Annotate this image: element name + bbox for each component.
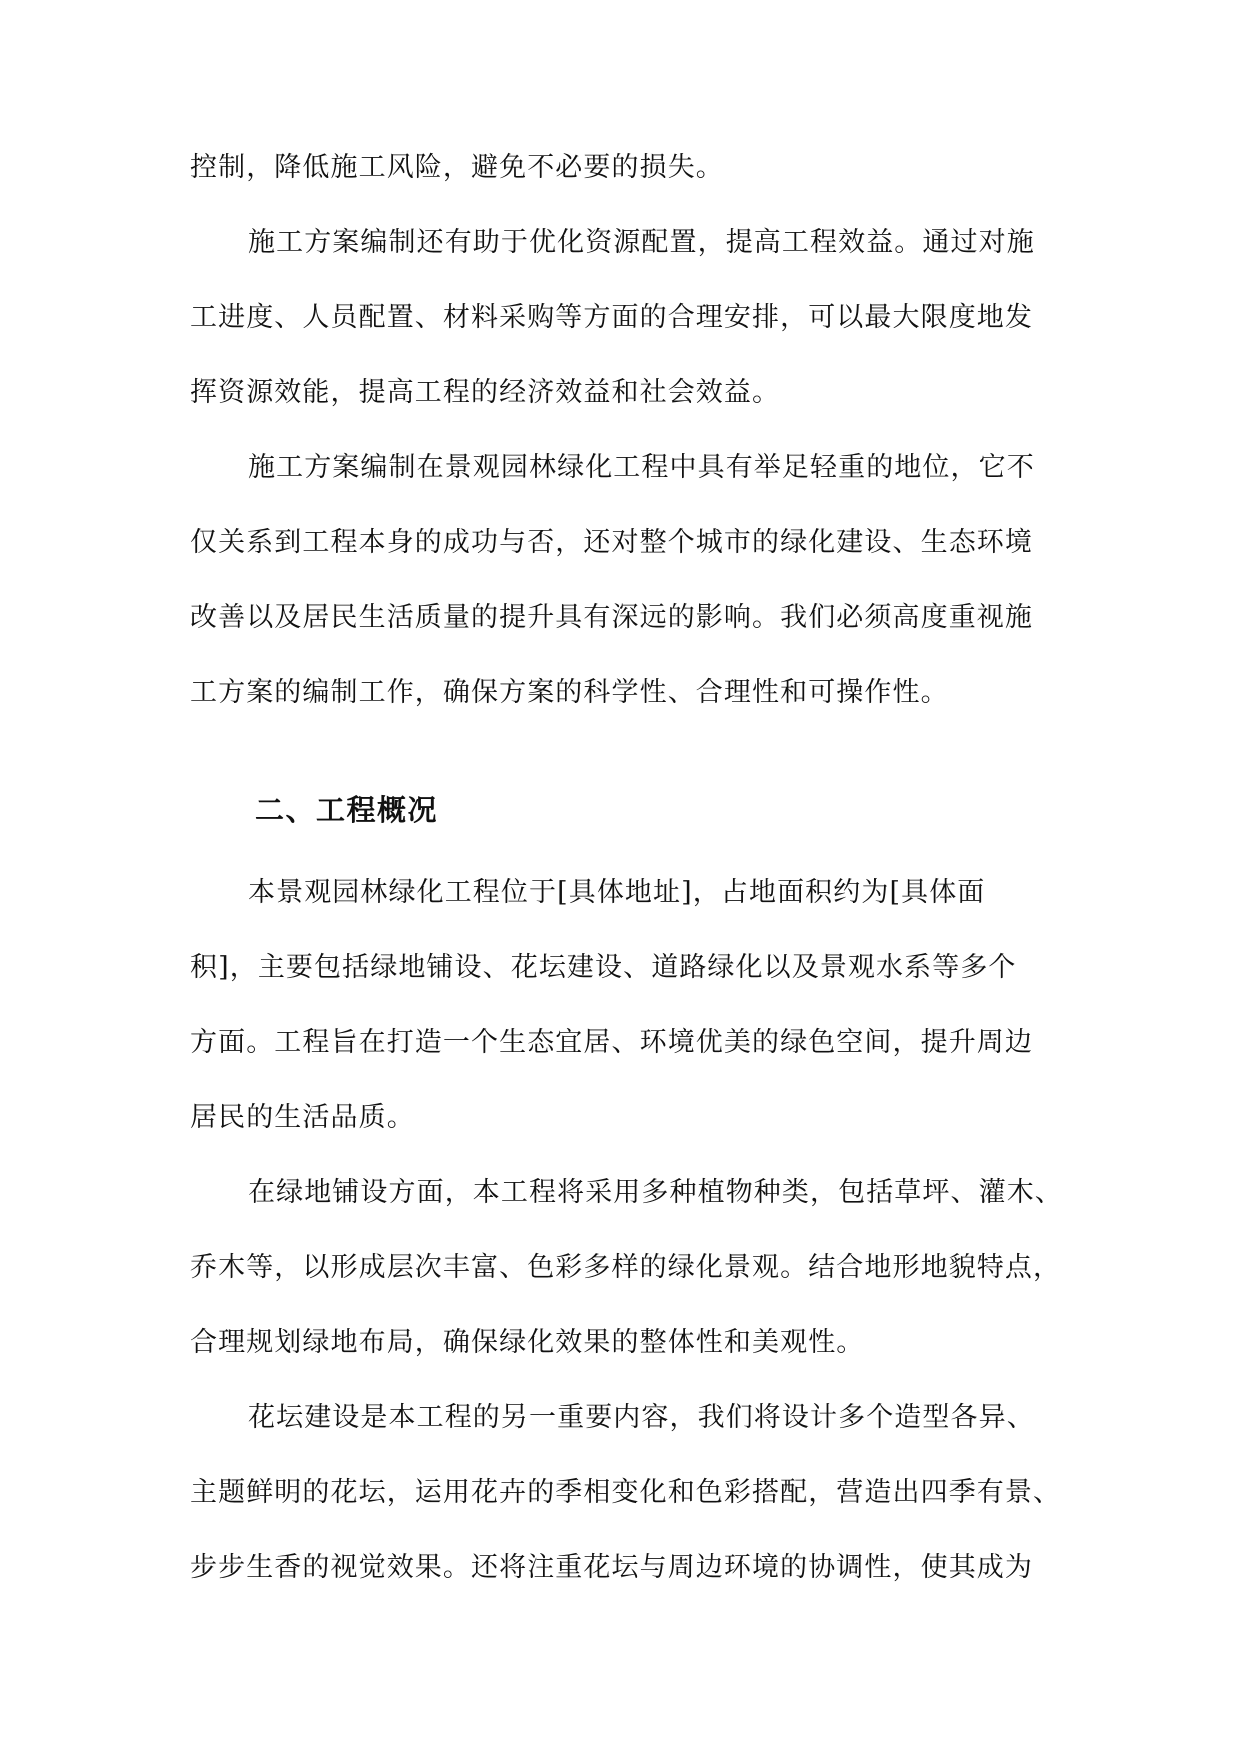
section-paragraph-3-line-3: 步步生香的视觉效果。还将注重花坛与周边环境的协调性，使其成为 <box>190 1552 1033 1583</box>
section-paragraph-3-line-2: 主题鲜明的花坛，运用花卉的季相变化和色彩搭配，营造出四季有景、 <box>190 1477 1062 1508</box>
section-paragraph-2-line-2: 乔木等，以形成层次丰富、色彩多样的绿化景观。结合地形地貌特点， <box>190 1252 1062 1283</box>
paragraph-3-line-3: 改善以及居民生活质量的提升具有深远的影响。我们必须高度重视施 <box>190 602 1033 633</box>
paragraph-1-line-1: 控制，降低施工风险，避免不必要的损失。 <box>190 152 724 183</box>
section-heading: 二、工程概况 <box>255 793 439 827</box>
paragraph-3-line-1: 施工方案编制在景观园林绿化工程中具有举足轻重的地位，它不 <box>248 452 1035 483</box>
paragraph-3-line-2: 仅关系到工程本身的成功与否，还对整个城市的绿化建设、生态环境 <box>190 527 1033 558</box>
section-paragraph-1-line-1: 本景观园林绿化工程位于[具体地址]，占地面积约为[具体面 <box>248 877 986 908</box>
paragraph-2-line-1: 施工方案编制还有助于优化资源配置，提高工程效益。通过对施 <box>248 227 1035 258</box>
paragraph-2-line-2: 工进度、人员配置、材料采购等方面的合理安排，可以最大限度地发 <box>190 302 1033 333</box>
paragraph-3-line-4: 工方案的编制工作，确保方案的科学性、合理性和可操作性。 <box>190 677 949 708</box>
section-paragraph-3-line-1: 花坛建设是本工程的另一重要内容，我们将设计多个造型各异、 <box>248 1402 1035 1433</box>
section-paragraph-1-line-4: 居民的生活品质。 <box>190 1102 415 1133</box>
paragraph-2-line-3: 挥资源效能，提高工程的经济效益和社会效益。 <box>190 377 781 408</box>
section-paragraph-1-line-3: 方面。工程旨在打造一个生态宜居、环境优美的绿色空间，提升周边 <box>190 1027 1033 1058</box>
section-paragraph-2-line-3: 合理规划绿地布局，确保绿化效果的整体性和美观性。 <box>190 1327 865 1358</box>
section-paragraph-2-line-1: 在绿地铺设方面，本工程将采用多种植物种类，包括草坪、灌木、 <box>248 1177 1063 1208</box>
section-paragraph-1-line-2: 积]，主要包括绿地铺设、花坛建设、道路绿化以及景观水系等多个 <box>190 952 1017 983</box>
